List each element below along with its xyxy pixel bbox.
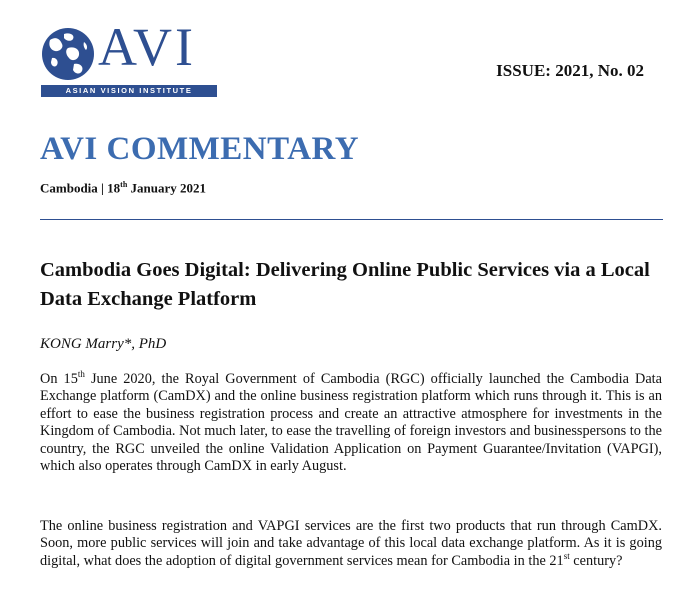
globe-icon (40, 26, 96, 82)
avi-logo (40, 17, 225, 100)
paragraph-text: June 2020, the Royal Government of Cambodia (RGC) officially launched the Cambodia Data Exchange platform (CamDX) and the online business registration platform which runs through it. This is an effort to ease the business registration process and create an attractive atmosphere for investments in the Kingdom of Cambodia. Not much later, to ease the travelling of foreign investors and businesspersons to the country, the RGC unveiled the online Validation Application on Payment Guarantee/Invitation (VAPGI), which also operates through CamDX in early August. (40, 371, 662, 475)
paragraph-text: century? (569, 552, 623, 569)
dateline (40, 180, 206, 196)
issue-number: ISSUE: 2021, No. 02 (496, 61, 644, 80)
dateline-day-suffix: th (120, 180, 128, 189)
body-paragraph-2 (40, 518, 662, 570)
header-divider (40, 219, 663, 220)
logo-wordmark: AVI (98, 17, 197, 77)
dateline-country: Cambodia | 18 (40, 180, 121, 196)
paragraph-text: The online business registration and VAPGI services are the first two products that run through CamDX. Soon, more public services will join and take advantage of this local data exchange platform. As it is going digital, what does the adoption of digital government services mean for Cambodia in the 21 (40, 518, 662, 569)
ordinal-suffix: st (563, 551, 570, 562)
document-type-heading: AVI COMMENTARY (40, 131, 360, 167)
paragraph-text: On 15 (40, 371, 78, 387)
article-author: KONG Marry*, PhD (40, 336, 167, 352)
body-paragraph-1 (40, 371, 662, 475)
dateline-date: January 2021 (127, 180, 207, 196)
logo-tagline: ASIAN VISION INSTITUTE (41, 85, 217, 97)
ordinal-suffix: th (77, 369, 85, 380)
article-title: Cambodia Goes Digital: Delivering Online Public Services via a Local Data Exchange Platform (40, 259, 650, 310)
